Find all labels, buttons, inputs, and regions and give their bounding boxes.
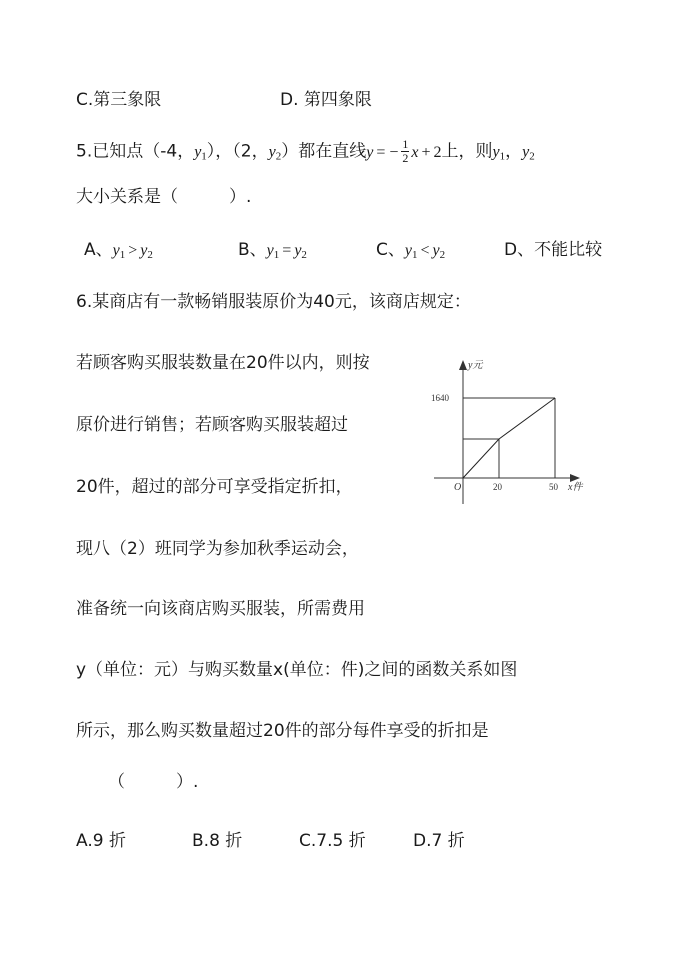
q5-option-c: C、$y_1 < y_2$ <box>376 240 446 261</box>
y-axis-label: y元 <box>468 360 483 371</box>
x-tick-20: 20 <box>493 482 502 492</box>
q6-line-2: 若顾客购买服装数量在20件以内，则按 <box>76 353 370 373</box>
q6-line-3: 原价进行销售；若顾客购买服装超过 <box>76 415 348 435</box>
x-axis-label: x件 <box>568 482 583 493</box>
q4-option-d: D. 第四象限 <box>280 90 372 110</box>
q6-line-1: 6.某商店有一款畅销服装原价为40元，该商店规定： <box>76 292 471 312</box>
q6-option-b: B.8 折 <box>192 831 243 851</box>
line-equation: y = − $\frac{1}{2}$ x + 2 <box>366 137 442 165</box>
q6-line-7: y（单位：元）与购买数量x(单位：件)之间的函数关系如图 <box>76 660 518 680</box>
q5-option-d: D、不能比较 <box>504 240 603 260</box>
cost-function-line <box>463 398 555 478</box>
q6-line-6: 准备统一向该商店购买服装，所需费用 <box>76 599 365 619</box>
q5-stem-line2: 大小关系是（ ）. <box>76 187 252 207</box>
q6-option-d: D.7 折 <box>413 831 465 851</box>
q6-option-a: A.9 折 <box>76 831 126 851</box>
q5-option-a: A、$y_1 > y_2$ <box>84 240 153 261</box>
q5-option-b: B、$y_1 = y_2$ <box>238 240 307 261</box>
q4-option-c: C.第三象限 <box>76 90 162 110</box>
x-axis-arrow <box>570 474 580 482</box>
q6-line-5: 现八（2）班同学为参加秋季运动会， <box>76 539 359 559</box>
x-tick-50: 50 <box>549 482 558 492</box>
origin-label: O <box>454 482 462 493</box>
y-axis-arrow <box>459 360 467 370</box>
y-tick-1640: 1640 <box>431 393 449 403</box>
q6-line-8: 所示，那么购买数量超过20件的部分每件享受的折扣是 <box>76 721 489 741</box>
q5-stem: 5.已知点（-4，$y_1$），（2，$y_2$）都在直线y = − $\frac{1}{2}$ x + 2上，则$y_1$，$y_2$ <box>76 137 535 165</box>
q6-line-9: （ ）. <box>108 772 199 792</box>
q6-line-4: 20件，超过的部分可享受指定折扣， <box>76 477 353 497</box>
q6-option-c: C.7.5 折 <box>299 831 366 851</box>
cost-graph <box>428 352 598 512</box>
